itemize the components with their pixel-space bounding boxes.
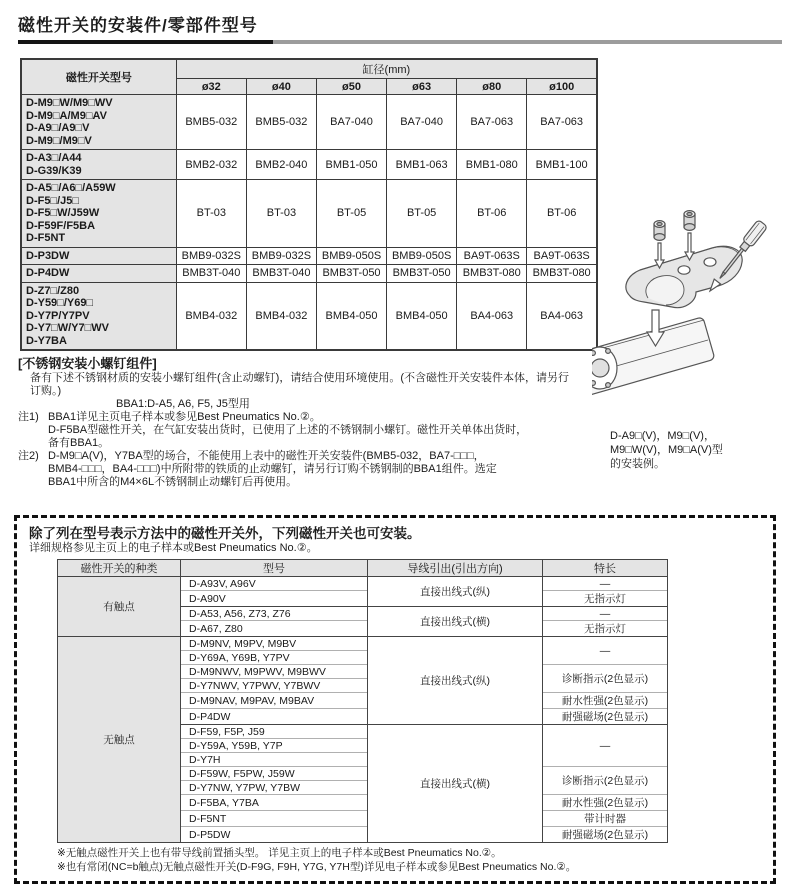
switch-model: D-P3DW [26,249,70,262]
part-number-cell: BA7-063 [457,95,527,150]
switch-model: D-Y7BA [26,334,67,347]
feature-cell: — [543,637,668,665]
switch-model: D-F5□/J5□ [26,194,80,207]
switch-model-cell [21,247,176,265]
model-cell: D-M9NAV, M9PAV, M9BAV [181,693,368,709]
set-screw-icon [654,221,665,241]
feature-cell: 耐强磁场(2色显示) [543,709,668,725]
switch-model: D-Y7P/Y7PV [26,309,90,322]
table-header-row [21,59,597,79]
part-number-cell: BMB5-032 [246,95,316,150]
model-cell: D-M9NV, M9PV, M9BV [181,637,368,651]
part-number-cell: BA7-040 [316,95,386,150]
part-number-cell: BMB2-032 [176,150,246,180]
model-cell: D-Y69A, Y69B, Y7PV [181,651,368,665]
compatible-switch-box [14,515,776,884]
part-number-cell: BMB4-050 [316,282,386,350]
note-1 [18,411,603,450]
model-cell: D-Y7NWV, Y7PWV, Y7BWV [181,679,368,693]
model-cell: D-A93V, A96V [181,577,368,591]
part-number-cell: BT-06 [527,180,597,248]
caption-line: D-A9□(V)，M9□(V)， [610,430,715,442]
box-subtitle: 详细规格参见主页上的电子样本或Best Pneumatics No.②。 [29,542,318,554]
model-cell: D-F5BA, Y7BA [181,795,368,811]
column-header: 型号 [181,560,368,577]
feature-cell: 耐强磁场(2色显示) [543,827,668,843]
cylinder-mounting-drawing [592,210,788,422]
model-cell: D-P5DW [181,827,368,843]
bore-header: ø63 [387,79,457,95]
part-number-cell: BMB1-100 [527,150,597,180]
switch-model: D-Y59□/Y69□ [26,297,94,309]
title-underline-accent [18,40,273,44]
column-header: 特长 [543,560,668,577]
part-number-cell: BMB9-050S [316,247,386,265]
part-number-cell: BA7-063 [527,95,597,150]
part-number-cell: BMB9-050S [387,247,457,265]
feature-cell: — [543,607,668,621]
part-number-cell: BA9T-063S [527,247,597,265]
table-row [21,282,597,350]
page-title: 磁性开关的安装件/零部件型号 [18,16,258,35]
switch-model: D-A3□/A44 [26,152,82,164]
switch-model: D-Z7□/Z80 [26,284,80,297]
model-cell: D-A90V [181,591,368,607]
note-text: BBA1中所含的M4×6L不锈钢制止动螺钉后再使用。 [48,476,298,488]
bore-header: ø80 [457,79,527,95]
part-number-cell: BA9T-063S [457,247,527,265]
switch-model: D-P4DW [26,267,70,279]
note-1-label: 注1) [18,411,39,423]
part-number-cell: BMB3T-080 [527,265,597,283]
switch-model: D-A5□/A6□/A59W [26,182,116,194]
part-number-cell: BMB4-032 [246,282,316,350]
model-cell: D-F59W, F5PW, J59W [181,767,368,781]
illustration-caption [610,429,788,471]
column-header: 磁性开关的种类 [58,560,181,577]
model-cell: D-Y59A, Y59B, Y7P [181,739,368,753]
mount-bracket-table [20,58,598,351]
table-row [58,637,668,651]
part-number-cell: BMB1-080 [457,150,527,180]
note-text: D-F5BA型磁性开关，在气缸安装出货时，已使用了上述的不锈钢制小螺钉。磁性开关单体出货时， [48,424,528,436]
note-text: BMB4-□□□，BA4-□□□)中所附带的铁质的止动螺钉，请另行订购不锈钢制的BBA1组件。选定 [48,463,497,475]
feature-cell: 耐水性强(2色显示) [543,693,668,709]
table-row [21,180,597,248]
feature-cell: 耐水性强(2色显示) [543,795,668,811]
model-cell: D-A53, A56, Z73, Z76 [181,607,368,621]
part-number-cell: BMB9-032S [246,247,316,265]
switch-model-cell [21,282,176,350]
model-cell: D-M9NWV, M9PWV, M9BWV [181,665,368,679]
lead-wire-cell: 直接出线式(横) [368,725,543,843]
caption-line: 的安装例。 [610,458,665,470]
feature-cell: 诊断指示(2色显示) [543,665,668,693]
switch-model: D-M9□A/M9□AV [26,109,107,122]
feature-cell: 带计时器 [543,811,668,827]
table-row [21,265,597,283]
box-title: 除了列在型号表示方法中的磁性开关外，下列磁性开关也可安装。 [29,526,421,541]
note-text: 备有BBA1。 [48,437,110,449]
feature-cell: — [543,577,668,591]
bore-header: ø50 [316,79,386,95]
part-number-cell: BMB2-040 [246,150,316,180]
feature-cell: 无指示灯 [543,621,668,637]
bore-header: ø32 [176,79,246,95]
note-text: BBA1详见主页电子样本或参见Best Pneumatics No.②。 [48,411,321,423]
bore-group-header: 缸径(mm) [176,59,597,79]
switch-model: D-A9□/A9□V [26,122,90,134]
switch-model: D-Y7□W/Y7□WV [26,322,109,334]
bore-header: ø40 [246,79,316,95]
part-number-cell: BMB1-063 [387,150,457,180]
part-number-cell: BMB1-050 [316,150,386,180]
part-number-cell: BMB3T-080 [457,265,527,283]
part-number-cell: BMB3T-050 [316,265,386,283]
part-number-cell: BMB9-032S [176,247,246,265]
switch-kind-cell: 有触点 [58,577,181,637]
model-column-header: 磁性开关型号 [21,59,176,95]
table-row [58,577,668,591]
model-cell: D-Y7NW, Y7PW, Y7BW [181,781,368,795]
feature-cell: — [543,725,668,767]
table-row [21,150,597,180]
model-cell: D-A67, Z80 [181,621,368,637]
part-number-cell: BA4-063 [527,282,597,350]
caption-line: M9□W(V)，M9□A(V)型 [610,444,723,456]
note-text: D-M9□A(V)，Y7BA型的场合，不能使用上表中的磁性开关安装件(BMB5-032，BA7-□□□， [48,450,485,462]
set-screw-icon [684,211,695,231]
lead-wire-cell: 直接出线式(纵) [368,637,543,725]
part-number-cell: BA7-040 [387,95,457,150]
note-heading: [不锈钢安装小螺钉组件] [18,356,157,371]
switch-model-cell [21,180,176,248]
switch-model: D-F59F/F5BA [26,219,96,232]
switch-model-cell [21,95,176,150]
compatible-switch-table [57,559,668,843]
part-number-cell: BMB5-032 [176,95,246,150]
switch-model: D-F5□W/J59W [26,207,100,219]
feature-cell: 无指示灯 [543,591,668,607]
part-number-cell: BT-03 [246,180,316,248]
footnote: ※也有常闭(NC=b触点)无触点磁性开关(D-F9G, F9H, Y7G, Y7H型)详见电子样本或参见Best Pneumatics No.②。 [57,861,577,873]
model-cell: D-F59, F5P, J59 [181,725,368,739]
note-text: 备有下述不锈钢材质的安装小螺钉组件(含止动螺钉)，请结合使用环境使用。(不含磁性开关安装件本体，请另行 [30,372,569,384]
part-number-cell: BA4-063 [457,282,527,350]
switch-model-cell [21,265,176,283]
model-cell: D-P4DW [181,709,368,725]
part-number-cell: BT-05 [316,180,386,248]
switch-model: D-M9□W/M9□WV [26,97,113,109]
footnote: ※无触点磁性开关上也有带导线前置插头型。 详见主页上的电子样本或Best Pneumatics No.②。 [57,847,502,859]
table-header-row [58,560,668,577]
bore-header: ø100 [527,79,597,95]
stainless-screw-note [18,356,603,489]
model-cell: D-Y7H [181,753,368,767]
model-cell: D-F5NT [181,811,368,827]
bba1-line: BBA1:D-A5, A6, F5, J5型用 [116,398,250,410]
part-number-cell: BT-06 [457,180,527,248]
switch-model: D-G39/K39 [26,164,82,177]
part-number-cell: BMB3T-040 [176,265,246,283]
column-header: 导线引出(引出方向) [368,560,543,577]
title-underline [18,40,782,44]
switch-model: D-F5NT [26,232,66,244]
switch-kind-cell: 无触点 [58,637,181,843]
table-row [21,247,597,265]
note-text: 订购。) [30,385,62,397]
part-number-cell: BMB3T-040 [246,265,316,283]
part-number-cell: BMB4-032 [176,282,246,350]
feature-cell: 诊断指示(2色显示) [543,767,668,795]
note-2-label: 注2) [18,450,39,462]
switch-model: D-M9□/M9□V [26,134,92,147]
part-number-cell: BT-05 [387,180,457,248]
box-footnotes [29,847,763,874]
note-2 [18,450,603,489]
part-number-cell: BMB4-050 [387,282,457,350]
table-row [21,95,597,150]
part-number-cell: BT-03 [176,180,246,248]
switch-model-cell [21,150,176,180]
switch-band-icon [626,246,742,307]
mounting-illustration [592,210,788,471]
lead-wire-cell: 直接出线式(纵) [368,577,543,607]
lead-wire-cell: 直接出线式(横) [368,607,543,637]
part-number-cell: BMB3T-050 [387,265,457,283]
